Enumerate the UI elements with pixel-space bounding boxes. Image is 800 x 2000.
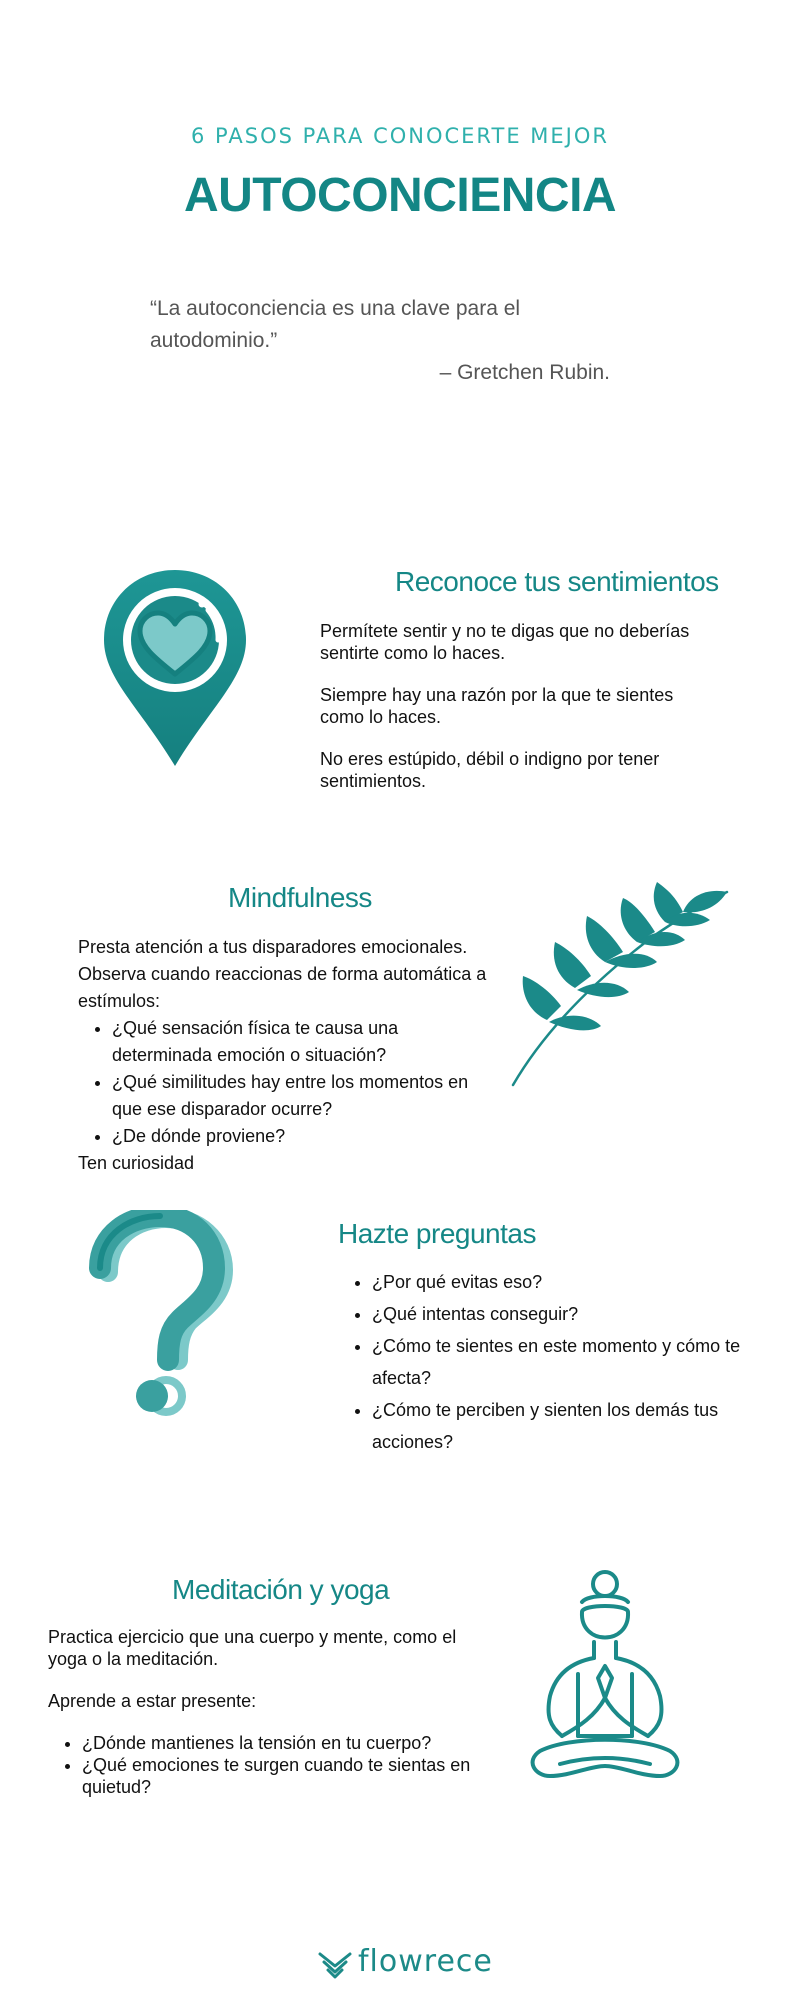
- section-reconoce-title: Reconoce tus sentimientos: [395, 566, 719, 597]
- header-kicker: 6 PASOS PARA CONOCERTE MEJOR: [191, 124, 609, 148]
- flowrece-logo-icon: [318, 1950, 352, 1980]
- list-item: • ¿Dónde mantienes la tensión en tu cuerpo?: [82, 1732, 478, 1754]
- section-meditacion-paragraph: Practica ejercicio que una cuerpo y mente, como el yoga o la meditación.: [48, 1627, 457, 1669]
- quote-block: [150, 293, 610, 389]
- section-meditacion-title: Meditación y yoga: [172, 1574, 390, 1605]
- section-preguntas-title: Hazte preguntas: [338, 1218, 536, 1249]
- section-mindfulness-intro: Observa cuando reaccionas de forma automática a estímulos:: [78, 964, 487, 1011]
- list-item: • ¿Cómo te sientes en este momento y cómo te afecta?: [372, 1330, 758, 1394]
- section-meditacion-body: [48, 1626, 478, 1798]
- section-preguntas-icon-wrap: [88, 1210, 238, 1420]
- section-reconoce-paragraph: No eres estúpido, débil o indigno por tener sentimientos.: [320, 749, 660, 791]
- section-meditacion-paragraph: Aprende a estar presente:: [48, 1691, 257, 1711]
- section-mindfulness-title: Mindfulness: [228, 882, 372, 913]
- section-reconoce-icon-wrap: [100, 568, 250, 768]
- section-mindfulness-list: [78, 1015, 498, 1150]
- meditation-person-icon: [510, 1566, 700, 1796]
- list-item: • ¿Por qué evitas eso?: [372, 1266, 758, 1298]
- list-item: • ¿De dónde proviene?: [112, 1123, 498, 1150]
- footer-logo: [318, 1944, 498, 1984]
- section-preguntas-body: [338, 1266, 758, 1458]
- page-title: AUTOCONCIENCIA: [183, 169, 617, 222]
- section-mindfulness-intro: Presta atención a tus disparadores emocionales.: [78, 937, 468, 957]
- map-pin-heart-icon: [100, 568, 250, 768]
- leaf-branch-icon: [505, 880, 735, 1090]
- list-item: • ¿Qué intentas conseguir?: [372, 1298, 758, 1330]
- section-mindfulness-outro: Ten curiosidad: [78, 1153, 195, 1173]
- footer-brand: flowrece: [358, 1944, 493, 1979]
- section-reconoce-body: [320, 620, 720, 812]
- quote-text: “La autoconciencia es una clave para el autodominio.”: [150, 297, 521, 352]
- list-item: • ¿Qué emociones te surgen cuando te sientas en quietud?: [82, 1754, 478, 1798]
- section-meditacion-icon-wrap: [510, 1566, 700, 1796]
- section-reconoce-paragraph: Permítete sentir y no te digas que no deberías sentirte como lo haces.: [320, 621, 690, 663]
- section-reconoce-paragraph: Siempre hay una razón por la que te sientes como lo haces.: [320, 685, 674, 727]
- section-mindfulness-body: [78, 934, 498, 1177]
- section-meditacion-list: [48, 1732, 478, 1798]
- question-mark-icon: [88, 1210, 238, 1420]
- section-mindfulness-icon-wrap: [505, 880, 735, 1090]
- list-item: • ¿Qué sensación física te causa una determinada emoción o situación?: [112, 1015, 498, 1069]
- list-item: • ¿Qué similitudes hay entre los momentos en que ese disparador ocurre?: [112, 1069, 498, 1123]
- quote-author: – Gretchen Rubin.: [439, 361, 610, 384]
- section-preguntas-list: [338, 1266, 758, 1458]
- list-item: • ¿Cómo te perciben y sienten los demás tus acciones?: [372, 1394, 758, 1458]
